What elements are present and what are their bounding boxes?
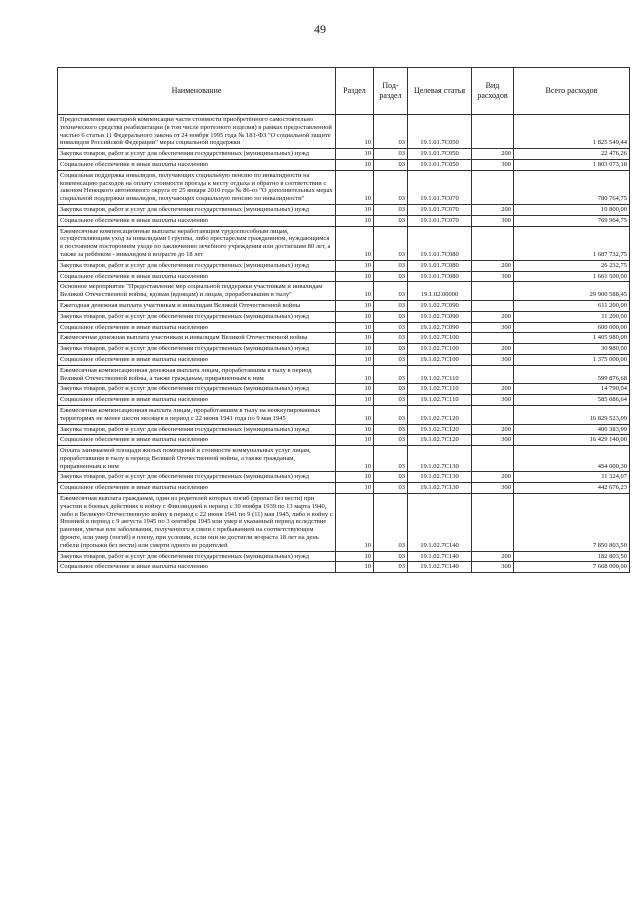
- table-row: [58, 446, 630, 472]
- table-row: [58, 494, 630, 552]
- cell-target: 19.1.02.7С100: [408, 333, 472, 344]
- cell-section: 10: [336, 322, 374, 333]
- cell-type: [472, 170, 514, 204]
- cell-subsection: 03: [374, 405, 408, 424]
- cell-section: 10: [336, 365, 374, 384]
- cell-target: 19.1.02.7С140: [408, 494, 472, 552]
- table-row: [58, 300, 630, 311]
- table-row: [58, 384, 630, 395]
- table-row: [58, 226, 630, 260]
- cell-type: 300: [472, 395, 514, 406]
- cell-name: Социальное обеспечение и иные выплаты населению: [58, 435, 336, 446]
- cell-target: 19.1.01.7С070: [408, 170, 472, 204]
- cell-subsection: 03: [374, 354, 408, 365]
- table-row: [58, 215, 630, 226]
- cell-target: 19.1.02.7С110: [408, 365, 472, 384]
- table-row: [58, 322, 630, 333]
- cell-subsection: 03: [374, 271, 408, 282]
- cell-name: Социальная поддержка инвалидов, получающих социальную пенсию по инвалидности на компенсацию расходов на оплату стоимости проезда к месту отдыха и обратно в соответствии с законом Ненецкого автономного округа от 25 января 2010 года № 86-оз "О дополнительных мерах социальной поддержки инвалидов, получающих социальную пенсию по инвалидности": [58, 170, 336, 204]
- cell-subsection: 03: [374, 159, 408, 170]
- cell-name: Социальное обеспечение и иные выплаты населению: [58, 562, 336, 573]
- table-row: [58, 365, 630, 384]
- table-row: [58, 149, 630, 160]
- cell-section: 10: [336, 333, 374, 344]
- cell-name: Социальное обеспечение и иные выплаты населению: [58, 215, 336, 226]
- table-row: [58, 282, 630, 301]
- cell-amount: 11 200,00: [514, 311, 630, 322]
- cell-subsection: 03: [374, 424, 408, 435]
- cell-type: [472, 226, 514, 260]
- cell-target: 19.1.02.7С100: [408, 344, 472, 355]
- cell-subsection: 03: [374, 344, 408, 355]
- cell-target: 19.1.02.00000: [408, 282, 472, 301]
- cell-section: 10: [336, 215, 374, 226]
- cell-subsection: 03: [374, 260, 408, 271]
- cell-section: 10: [336, 159, 374, 170]
- column-header-target: Целевая статья: [408, 68, 472, 115]
- cell-amount: 30 980,00: [514, 344, 630, 355]
- cell-section: 10: [336, 472, 374, 483]
- cell-name: Закупка товаров, работ и услуг для обеспечения государственных (муниципальных) нужд: [58, 149, 336, 160]
- cell-target: 19.1.02.7С130: [408, 446, 472, 472]
- cell-target: 19.1.01.7С070: [408, 215, 472, 226]
- cell-type: [472, 115, 514, 149]
- cell-name: Закупка товаров, работ и услуг для обеспечения государственных (муниципальных) нужд: [58, 424, 336, 435]
- cell-type: 200: [472, 344, 514, 355]
- cell-target: 19.1.02.7С090: [408, 322, 472, 333]
- cell-amount: 585 086,64: [514, 395, 630, 406]
- cell-name: Закупка товаров, работ и услуг для обеспечения государственных (муниципальных) нужд: [58, 204, 336, 215]
- cell-target: 19.1.02.7С120: [408, 424, 472, 435]
- cell-section: 10: [336, 446, 374, 472]
- cell-subsection: 03: [374, 170, 408, 204]
- cell-name: Социальное обеспечение и иные выплаты населению: [58, 354, 336, 365]
- table-row: [58, 115, 630, 149]
- cell-amount: 1 375 000,00: [514, 354, 630, 365]
- cell-amount: 16 829 523,99: [514, 405, 630, 424]
- cell-subsection: 03: [374, 365, 408, 384]
- cell-type: 300: [472, 271, 514, 282]
- cell-name: Социальное обеспечение и иные выплаты населению: [58, 483, 336, 494]
- cell-type: 200: [472, 311, 514, 322]
- table-row: [58, 170, 630, 204]
- cell-name: Социальное обеспечение и иные выплаты населению: [58, 322, 336, 333]
- cell-name: Ежегодная денежная выплата участникам и инвалидам Великой Отечественной войны: [58, 300, 336, 311]
- cell-type: 200: [472, 551, 514, 562]
- cell-subsection: 03: [374, 562, 408, 573]
- cell-name: Ежемесячная компенсационная денежная выплата лицам, проработавшим в тылу в период Великой Отечественной войны, а также гражданам, приравненным к ним: [58, 365, 336, 384]
- table-row: [58, 260, 630, 271]
- cell-subsection: 03: [374, 215, 408, 226]
- cell-type: 300: [472, 483, 514, 494]
- cell-type: 300: [472, 159, 514, 170]
- table-row: [58, 344, 630, 355]
- cell-section: 10: [336, 311, 374, 322]
- cell-amount: 400 383,99: [514, 424, 630, 435]
- table-body: [58, 115, 630, 573]
- cell-amount: 611 200,00: [514, 300, 630, 311]
- cell-subsection: 03: [374, 311, 408, 322]
- cell-subsection: 03: [374, 551, 408, 562]
- column-header-name: Наименование: [58, 68, 336, 115]
- cell-subsection: 03: [374, 322, 408, 333]
- cell-type: 300: [472, 562, 514, 573]
- cell-subsection: 03: [374, 446, 408, 472]
- cell-subsection: 03: [374, 483, 408, 494]
- table-row: [58, 333, 630, 344]
- cell-amount: 1 825 549,44: [514, 115, 630, 149]
- cell-amount: 10 800,00: [514, 204, 630, 215]
- cell-target: 19.1.02.7С140: [408, 562, 472, 573]
- cell-type: [472, 494, 514, 552]
- cell-section: 10: [336, 282, 374, 301]
- cell-name: Оплата занимаемой площади жилых помещений и стоимости коммунальных услуг лицам, проработавшим в тылу в период Великой Отечественной войны, а также гражданам, приравненным к ним: [58, 446, 336, 472]
- table-row: [58, 562, 630, 573]
- cell-section: 10: [336, 226, 374, 260]
- budget-table: [57, 67, 630, 573]
- cell-section: 10: [336, 204, 374, 215]
- table-row: [58, 159, 630, 170]
- cell-type: [472, 282, 514, 301]
- table-row: [58, 424, 630, 435]
- cell-subsection: 03: [374, 472, 408, 483]
- cell-target: 19.1.01.7С070: [408, 204, 472, 215]
- cell-subsection: 03: [374, 282, 408, 301]
- cell-amount: 454 000,30: [514, 446, 630, 472]
- cell-amount: 7 850 803,50: [514, 494, 630, 552]
- cell-section: 10: [336, 424, 374, 435]
- cell-type: 200: [472, 424, 514, 435]
- cell-name: Закупка товаров, работ и услуг для обеспечения государственных (муниципальных) нужд: [58, 384, 336, 395]
- cell-section: 10: [336, 170, 374, 204]
- cell-target: 19.1.01.7С050: [408, 115, 472, 149]
- cell-subsection: 03: [374, 333, 408, 344]
- cell-name: Закупка товаров, работ и услуг для обеспечения государственных (муниципальных) нужд: [58, 260, 336, 271]
- cell-section: 10: [336, 551, 374, 562]
- cell-subsection: 03: [374, 300, 408, 311]
- cell-amount: 1 661 500,00: [514, 271, 630, 282]
- cell-target: 19.1.01.7С050: [408, 149, 472, 160]
- cell-amount: 599 876,68: [514, 365, 630, 384]
- cell-type: 300: [472, 215, 514, 226]
- cell-subsection: 03: [374, 494, 408, 552]
- cell-target: 19.1.02.7С120: [408, 405, 472, 424]
- cell-section: 10: [336, 483, 374, 494]
- cell-amount: 1 687 732,75: [514, 226, 630, 260]
- cell-subsection: 03: [374, 435, 408, 446]
- cell-amount: 1 803 073,18: [514, 159, 630, 170]
- cell-type: [472, 405, 514, 424]
- cell-amount: 26 232,75: [514, 260, 630, 271]
- cell-name: Закупка товаров, работ и услуг для обеспечения государственных (муниципальных) нужд: [58, 311, 336, 322]
- cell-section: 10: [336, 344, 374, 355]
- cell-subsection: 03: [374, 204, 408, 215]
- cell-target: 19.1.02.7С120: [408, 435, 472, 446]
- cell-type: 200: [472, 260, 514, 271]
- cell-subsection: 03: [374, 384, 408, 395]
- cell-name: Закупка товаров, работ и услуг для обеспечения государственных (муниципальных) нужд: [58, 551, 336, 562]
- cell-amount: 182 803,50: [514, 551, 630, 562]
- cell-target: 19.1.01.7С080: [408, 271, 472, 282]
- cell-section: 10: [336, 435, 374, 446]
- cell-section: 10: [336, 562, 374, 573]
- table-row: [58, 435, 630, 446]
- cell-name: Социальное обеспечение и иные выплаты населению: [58, 159, 336, 170]
- cell-section: 10: [336, 395, 374, 406]
- cell-type: 300: [472, 435, 514, 446]
- cell-type: [472, 446, 514, 472]
- cell-name: Ежемесячные компенсационные выплаты неработающим трудоспособным лицам, осуществляющим уход за инвалидами I группы, либо престарелым гражданином, нуждающимся в постоянном постороннем уходе по заключению лечебного учреждения или достигшим 80 лет, а также за ребёнком - инвалидом в возрасте до 18 лет: [58, 226, 336, 260]
- page-number: 49: [314, 22, 326, 36]
- cell-section: 10: [336, 271, 374, 282]
- column-header-amount: Всего расходов: [514, 68, 630, 115]
- column-header-type: Вид расходов: [472, 68, 514, 115]
- cell-type: [472, 333, 514, 344]
- cell-target: 19.1.02.7С140: [408, 551, 472, 562]
- cell-subsection: 03: [374, 395, 408, 406]
- cell-name: Предоставление ежегодной компенсации части стоимости приобретённого самостоятельно технического средства реабилитации (в том числе протезного изделия) в рамках предоставленной частью 6 статьи 11 Федерального закона от 24 ноября 1995 года № 181-ФЗ "О социальной защите инвалидов Российской Федерации" меры социальной поддержки: [58, 115, 336, 149]
- cell-type: 200: [472, 149, 514, 160]
- cell-name: Закупка товаров, работ и услуг для обеспечения государственных (муниципальных) нужд: [58, 472, 336, 483]
- cell-target: 19.1.02.7С090: [408, 311, 472, 322]
- table-row: [58, 551, 630, 562]
- cell-section: 10: [336, 260, 374, 271]
- cell-name: Социальное обеспечение и иные выплаты населению: [58, 271, 336, 282]
- cell-target: 19.1.02.7С100: [408, 354, 472, 365]
- cell-section: 10: [336, 494, 374, 552]
- cell-name: Основное мероприятие "Предоставление мер социальной поддержки участникам и инвалидам Великой Отечественной войны, вдовам (вдовцам) и лицам, проработавшим в тылу": [58, 282, 336, 301]
- cell-amount: 1 405 980,00: [514, 333, 630, 344]
- cell-amount: 600 000,00: [514, 322, 630, 333]
- cell-amount: 442 676,23: [514, 483, 630, 494]
- column-header-section: Раздел: [336, 68, 374, 115]
- cell-amount: 14 790,04: [514, 384, 630, 395]
- cell-type: 200: [472, 472, 514, 483]
- cell-type: 200: [472, 384, 514, 395]
- cell-name: Закупка товаров, работ и услуг для обеспечения государственных (муниципальных) нужд: [58, 344, 336, 355]
- table-row: [58, 271, 630, 282]
- cell-amount: 7 668 000,00: [514, 562, 630, 573]
- cell-target: 19.1.01.7С080: [408, 226, 472, 260]
- cell-amount: 29 900 588,45: [514, 282, 630, 301]
- cell-section: 10: [336, 300, 374, 311]
- cell-subsection: 03: [374, 115, 408, 149]
- cell-target: 19.1.02.7С110: [408, 395, 472, 406]
- cell-section: 10: [336, 405, 374, 424]
- table-row: [58, 354, 630, 365]
- cell-name: Ежемесячная выплата гражданам, один из родителей которых погиб (пропал без вести) при участии в боевых действиях в войну с Финляндией в период с 30 ноября 1939 по 13 марта 1940, либо в Великую Отечественную войну в период с 22 июня 1941 по 9 (11) мая 1945, либо в войну с Японией в период с 9 августа 1945 по 3 сентября 1945 или умер в указанный период вследствие ранения, увечья или заболевания, полученного в связи с пребыванием на соответствующем фронте, или умер (погиб) в плену, при условии, если они не достигли возраста 18 лет на день гибели (пропажи без вести) или смерти одного из родителей: [58, 494, 336, 552]
- cell-subsection: 03: [374, 149, 408, 160]
- cell-target: 19.1.02.7С090: [408, 300, 472, 311]
- cell-subsection: 03: [374, 226, 408, 260]
- cell-target: 19.1.01.7С080: [408, 260, 472, 271]
- cell-type: 300: [472, 354, 514, 365]
- cell-amount: 11 324,07: [514, 472, 630, 483]
- cell-amount: 16 429 140,00: [514, 435, 630, 446]
- table-row: [58, 405, 630, 424]
- table-row: [58, 204, 630, 215]
- cell-name: Ежемесячная компенсационная выплата лицам, проработавшим в тылу на неоккупированных территориях не менее шести месяцев в период с 22 июня 1941 года по 9 мая 1945: [58, 405, 336, 424]
- cell-type: [472, 300, 514, 311]
- cell-section: 10: [336, 149, 374, 160]
- cell-type: 200: [472, 204, 514, 215]
- table-row: [58, 311, 630, 322]
- cell-name: Социальное обеспечение и иные выплаты населению: [58, 395, 336, 406]
- cell-target: 19.1.01.7С050: [408, 159, 472, 170]
- table-row: [58, 472, 630, 483]
- cell-section: 10: [336, 384, 374, 395]
- table-row: [58, 395, 630, 406]
- cell-amount: 22 476,26: [514, 149, 630, 160]
- column-header-subsection: Под-раздел: [374, 68, 408, 115]
- cell-type: 300: [472, 322, 514, 333]
- table-row: [58, 483, 630, 494]
- cell-section: 10: [336, 115, 374, 149]
- table-header-row: [58, 68, 630, 115]
- cell-target: 19.1.02.7С130: [408, 472, 472, 483]
- cell-amount: 780 764,75: [514, 170, 630, 204]
- cell-amount: 769 964,75: [514, 215, 630, 226]
- cell-target: 19.1.02.7С110: [408, 384, 472, 395]
- cell-name: Ежемесячная денежная выплата участникам и инвалидам Великой Отечественной войны: [58, 333, 336, 344]
- cell-type: [472, 365, 514, 384]
- cell-section: 10: [336, 354, 374, 365]
- cell-target: 19.1.02.7С130: [408, 483, 472, 494]
